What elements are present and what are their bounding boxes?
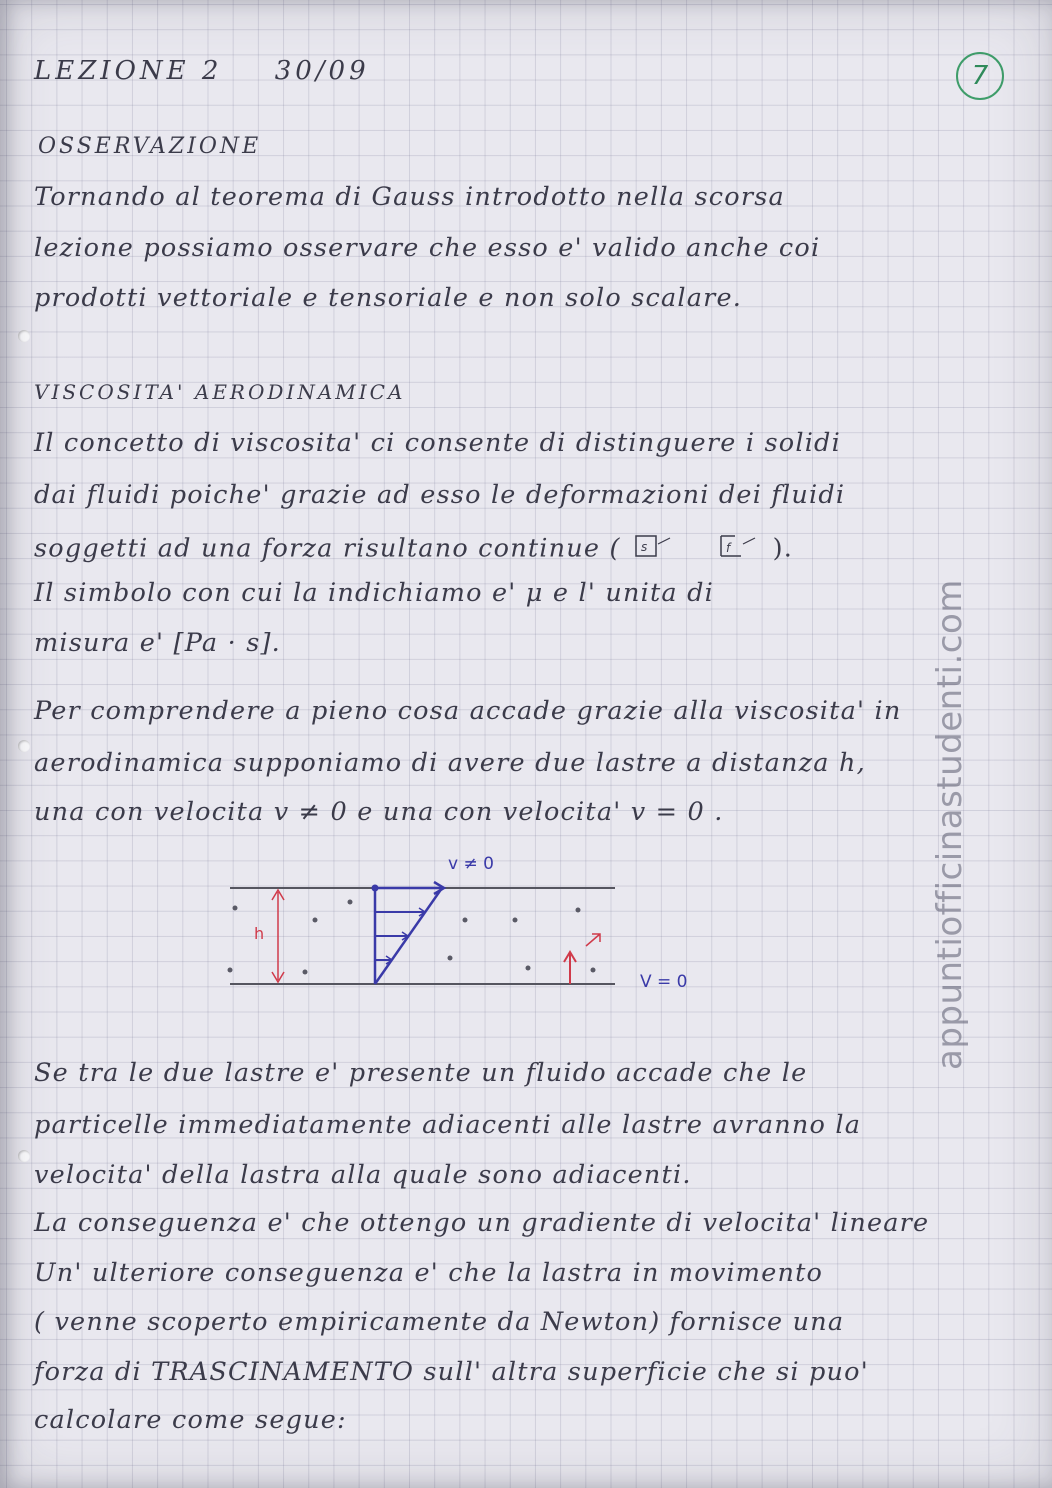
top-velocity-label: v ≠ 0 — [448, 854, 494, 874]
fluid-sketch-symbol: f — [726, 541, 732, 555]
viscosita-line-1-text: Il concetto di viscosita' ci consente di distinguere i solidi — [34, 428, 841, 458]
fluid-particle — [576, 908, 581, 913]
closing-line-6: ( venne scoperto empiricamente da Newton) fornisce una — [34, 1307, 845, 1337]
closing-line-4: La conseguenza e' che ottengo un gradiente di velocita' lineare — [34, 1208, 930, 1238]
distance-label: h — [254, 924, 265, 943]
viscosita-line-2: dai fluidi poiche' grazie ad esso le deformazioni dei fluidi — [34, 480, 846, 510]
fluid-particle — [313, 918, 318, 923]
fluid-particle — [303, 970, 308, 975]
osservazione-line-2: lezione possiamo osservare che esso e' valido anche coi — [34, 233, 821, 263]
closing-line-5: Un' ulteriore conseguenza e' che la lastra in movimento — [34, 1258, 824, 1288]
viscosita-line-4 — [34, 578, 714, 608]
binder-hole — [18, 740, 30, 752]
closing-line-8: calcolare come segue: — [34, 1405, 347, 1435]
lesson-header — [34, 56, 370, 86]
viscosita-line-8: una con velocita v ≠ 0 e una con velocita' v = 0 . — [34, 797, 724, 827]
fluid-particle — [463, 918, 468, 923]
closing-line-3: velocita' della lastra alla quale sono adiacenti. — [34, 1160, 692, 1190]
solid-sketch-symbol: s — [640, 540, 649, 554]
fluid-particle — [526, 966, 531, 971]
fluid-particle — [233, 906, 238, 911]
page-number-badge: 7 — [956, 52, 1004, 100]
closing-line-1: Se tra le due lastre e' presente un fluido accade che le — [34, 1058, 808, 1088]
viscosita-line-3-text: soggetti ad una forza risultano continue ( — [34, 533, 621, 564]
viscosita-line-1 — [34, 428, 841, 458]
osservazione-title: OSSERVAZIONE — [38, 134, 262, 159]
viscosita-line-5: misura e' [Pa · s]. — [34, 628, 281, 658]
lesson-date: 30/09 — [274, 56, 370, 86]
site-watermark: appuntiofficinastudenti.com — [930, 579, 970, 1070]
lesson-title: LEZIONE 2 — [34, 56, 223, 86]
fluid-particle — [348, 900, 353, 905]
fluid-particle — [228, 968, 233, 973]
fluid-sketch-icon — [717, 530, 763, 569]
solid-sketch-icon — [632, 530, 678, 569]
osservazione-line-3: prodotti vettoriale e tensoriale e non solo scalare. — [34, 283, 743, 313]
viscosita-title: VISCOSITA' AERODINAMICA — [34, 380, 406, 404]
fluid-particle — [448, 956, 453, 961]
viscosita-line-6: Per comprendere a pieno cosa accade grazie alla viscosita' in — [34, 696, 902, 726]
fluid-particle — [591, 968, 596, 973]
viscosita-line-7: aerodinamica supponiamo di avere due lastre a distanza h, — [34, 748, 866, 778]
binder-hole — [18, 1150, 30, 1162]
couette-flow-diagram — [220, 850, 720, 1004]
fluid-particle — [513, 918, 518, 923]
closing-line-2: particelle immediatamente adiacenti alle lastre avranno la — [34, 1110, 862, 1140]
particle-oblique-arrow — [586, 934, 600, 946]
bottom-velocity-label: V = 0 — [640, 972, 688, 992]
closing-line-7: forza di TRASCINAMENTO sull' altra superficie che si puo' — [34, 1357, 869, 1387]
viscosita-line-3: soggetti ad una forza risultano continue ( s f ). — [34, 530, 793, 569]
binder-hole — [18, 330, 30, 342]
osservazione-line-1: Tornando al teorema di Gauss introdotto nella scorsa — [34, 182, 785, 212]
viscosita-line-4-text: Il simbolo con cui la indichiamo e' μ e l' unita di — [34, 578, 714, 608]
